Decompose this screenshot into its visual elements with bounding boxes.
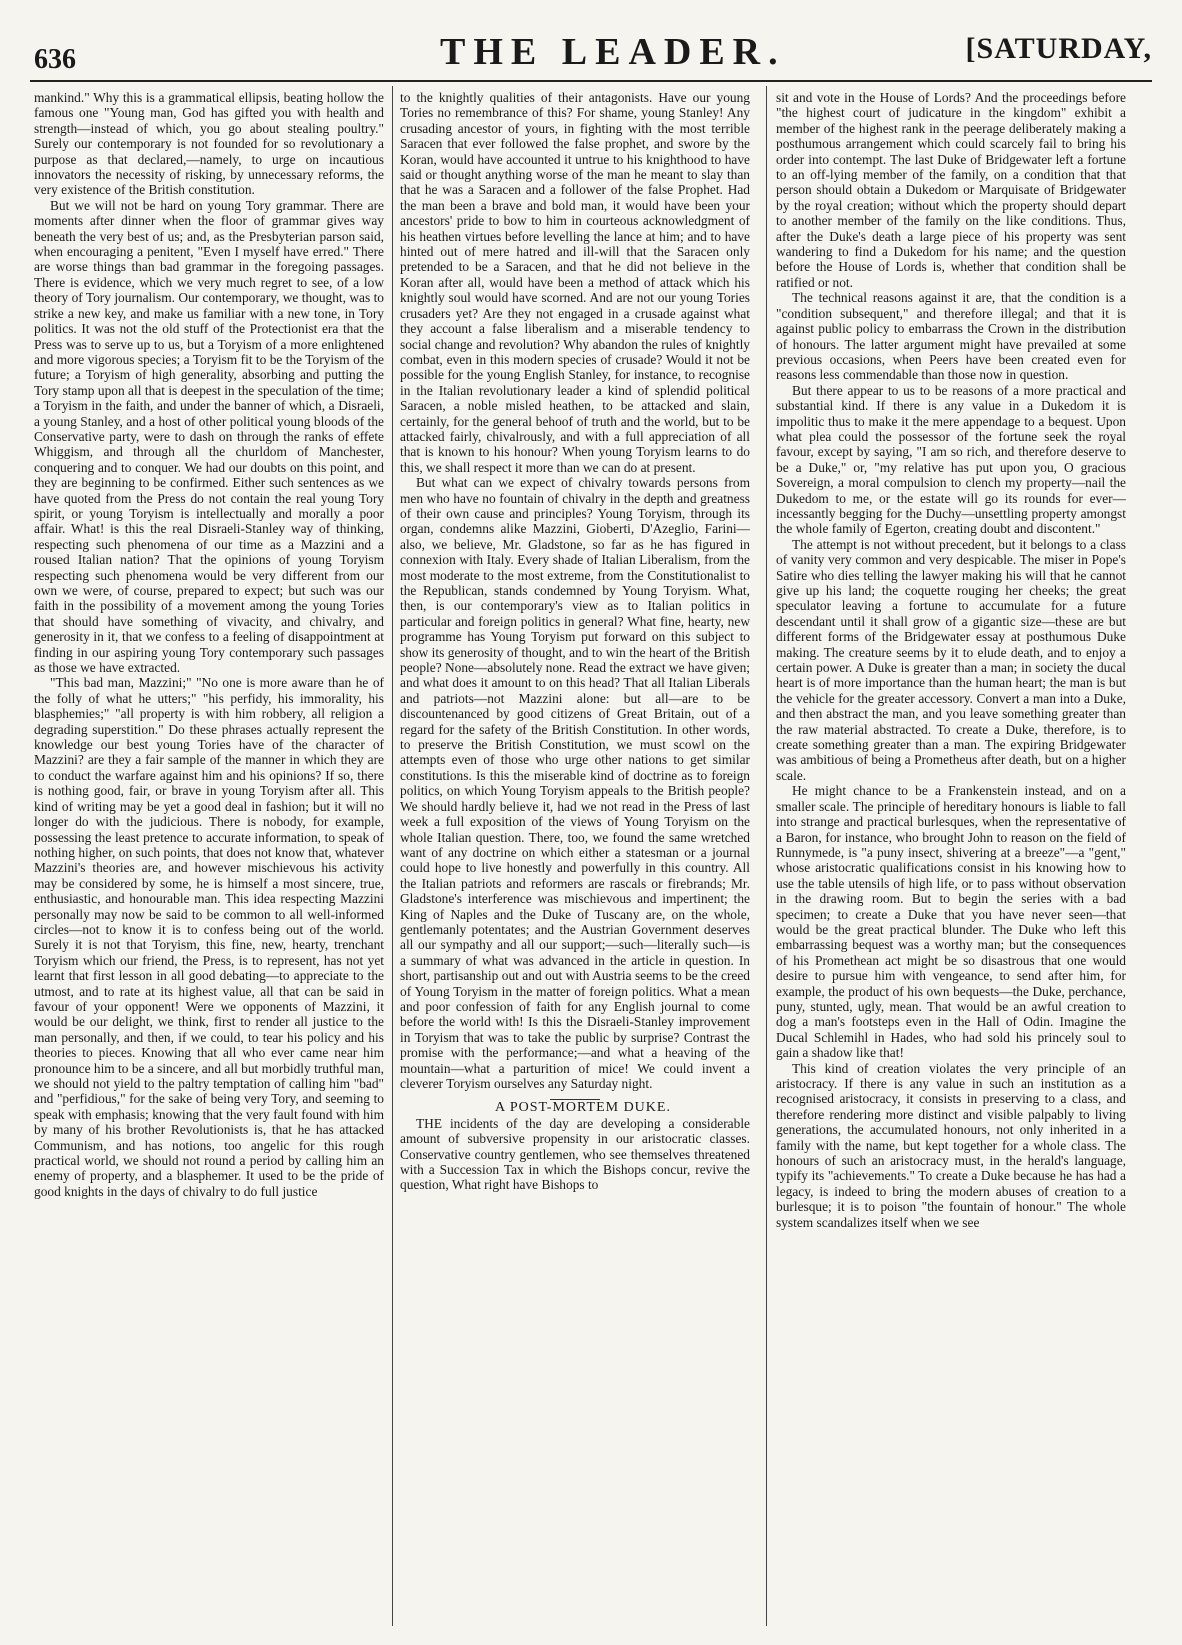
column-divider bbox=[766, 86, 767, 1626]
paragraph: "This bad man, Mazzini;" "No one is more aware than he of the folly of what he utters;" "his perfidy, his immorality, his blasphemies;" "all property is with him robbery, all religion a degrading superstition." Do these phrases actually represent the knowledge our best young Tories have of the character of Mazzini? are they a fair sample of the manner in which they are to conduct the warfare against him and his opinions? If so, there is nothing good, fair, or brave in young Toryism after all. This kind of writing may be yet a good deal in fashion; but it will no longer do with the judicious. There is nobody, for example, possessing the least pretence to accurate information, to speak of nothing higher, on such points, that does not know that, whatever Mazzini's theories are, and however mischievous his activity may be considered by some, he is himself a most sincere, true, enthusiastic, and honourable man. This idea respecting Mazzini personally may now be said to be common to all well-informed circles—not to know it is to confess being out of the world. Surely it is not that Toryism, this fine, new, hearty, trenchant Toryism which our friend, the Press, is to represent, has not yet learnt that first lesson in all good debating—to appreciate to the utmost, and to rate at its highest value, all that can be said in favour of your opponent! Were we opponents of Mazzini, it would be our delight, we think, first to render all justice to the man personally, and then, if we could, to tear his policy and his theories to pieces. Knowing that all who ever came near him pronounce him to be a sincere, and all but morbidly truthful man, we should not yield to the paltry temptation of calling him "bad" and "perfidious," for the sake of being very Tory, and seeming to speak with emphasis; knowing that the very fault found with him by many of his brother Revolutionists is, that he has attacked Communism, and has notions, too angelic for this rough practical world, we should not round a period by calling him an enemy of property, and a blasphemer. It used to be the pride of good knights in the days of chivalry to do full justice bbox=[34, 675, 384, 1199]
paragraph: The technical reasons against it are, that the condition is a "condition subsequent," and therefore illegal; and that it is against public policy to embarrass the Crown in the distribution of honours. The latter argument might have prevailed at some previous occasions, when Peers have been created even for reasons less commendable than those now in question. bbox=[776, 290, 1126, 383]
section-heading: A POST-MORTEM DUKE. bbox=[495, 1100, 671, 1116]
column-1 bbox=[34, 90, 384, 1620]
masthead-title: THE LEADER. bbox=[440, 31, 786, 73]
paragraph: This kind of creation violates the very principle of an aristocracy. If there is any value in such an institution as a recognised aristocracy, it consists in preserving to a class, and therefore rendering more distinct and visible palpably to living generations, the accumulated honours, not only inherited in a family with the name, but kept together for a whole class. The honours of such an aristocracy must, in the herald's language, typify its "achievements." To create a Duke because he has had a legacy, is indeed to bring the modern abuses of creation to a burlesque; it is to poison "the fountain of honour." The whole system scandalizes itself when we see bbox=[776, 1060, 1126, 1230]
paragraph: But we will not be hard on young Tory grammar. There are moments after dinner when the floor of grammar gives way beneath the very best of us; and, as the Presbyterian parson said, when encouraging a penitent, "Even I myself have erred." There are worse things than bad grammar in the foregoing passages. There is evidence, which we very much regret to see, of a low theory of Tory journalism. Our contemporary, we thought, was to strike a new key, and make us familiar with a new tone, in Tory politics. It was not the old stuff of the Protectionist era that the Press was to serve up to us, but a Toryism of a more enlightened and more vigorous species; a Toryism fit to be the Toryism of the future; a Toryism of high generality, absorbing and putting the Tory stamp upon all that is deepest in the speculation of the time; a Toryism in the faith, and under the banner of which, a Disraeli, a young Stanley, and a host of other political young bloods of the Conservative party, were to dash on through the ranks of effete Whiggism, and through all the churldom of Manchester, conquering and to conquer. We had our doubts on this point, and they are beginning to be confirmed. Either such sentences as we have quoted from the Press do not contain the real young Tory spirit, or young Toryism is intellectually and morally a poor affair. What! is this the real Disraeli-Stanley way of thinking, respecting such phenomena of our time as a Mazzini and a roused Italian nation? That the opinions of young Toryism respecting such phenomena would be very different from our own we were, of course, prepared to expect; but such was our faith in the possibility of a movement among the young Tories that should have something of vivacity, and chivalry, and generosity in it, that we confess to a feeling of disappointment at finding in our aspiring young Tory contemporary such passages as those we have extracted. bbox=[34, 197, 384, 676]
header-rule bbox=[30, 80, 1152, 82]
column-divider bbox=[392, 86, 393, 1626]
paragraph: THE incidents of the day are developing a considerable amount of subversive propensity in our aristocratic classes. Conservative country gentlemen, who see themselves threatened with a Succession Tax in which the Bishops concur, revive the question, What right have Bishops to bbox=[400, 1115, 750, 1193]
paragraph: mankind." Why this is a grammatical ellipsis, beating hollow the famous one "Young man, God has gifted you with health and strength—instead of which, you go about stealing poultry." Surely our contemporary is not founded for so revolutionary a purpose as that declared,—namely, to urge on incautious innovators the necessity of risking, by unnecessary reforms, the very existence of the British constitution. bbox=[34, 90, 384, 198]
column-3 bbox=[776, 90, 1126, 1620]
paragraph: to the knightly qualities of their antagonists. Have our young Tories no remembrance of this? For shame, young Stanley! Any crusading ancestor of yours, in fighting with the most terrible Saracen that ever followed the false prophet, and swore by the Koran, would have accounted it untrue to his knighthood to have said or thought anything worse of the man he meant to slay than that he was a Saracen and a follower of the false Prophet. Had the man been a brave and bold man, it would have been your ancestors' pride to bow to him in courteous acknowledgment of his heathen virtues before levelling the lance at him; and to have hinted out of mere hatred and ill-will that the Saracen only pretended to be a Saracen, and that he did not believe in the Koran after all, would have been a method of attack which his knightly soul would have scorned. And are not our young Tories crusaders yet? Are they not engaged in a crusade against what they account a false liberalism and a miserable tendency to social change and revolution? Why abandon the rules of knightly combat, even in this modern species of crusade? Would it not be possible for the young English Stanley, for instance, to recognise in the Italian revolutionary leader a kind of splendid political Saracen, a noble misled heathen, to be attacked and slain, certainly, for the general behoof of truth and the world, but to be attacked fairly, chivalrously, and with a full appreciation of all that is known to his honour? When young Toryism learns to do this, we shall respect it more than we can do at present. bbox=[400, 90, 750, 475]
paragraph: The attempt is not without precedent, but it belongs to a class of vanity very common and very despicable. The miser in Pope's Satire who dies telling the lawyer making his will that he cannot give up his land; the coquette rouging her cheeks; the great speculator leaving a fortune to accumulate for a future descendant until it shall grow of a gigantic size—these are but different forms of the Bridgewater essay at posthumous Duke making. The creature seems by it to elude death, and to enjoy a certain power. A Duke is greater than a man; in society the ducal heart is of more importance than the human heart; the man is but the vehicle for the greater accessory. Convert a man into a Duke, and then abstract the man, and you leave something greater than the raw material abstracted. To create a Duke, therefore, is to create something greater than a man. The expiring Bridgewater was ambitious of being a Prometheus after death, but on a higher scale. bbox=[776, 536, 1126, 783]
page-number: 636 bbox=[34, 44, 76, 75]
paragraph: But what can we expect of chivalry towards persons from men who have no fountain of chivalry in the depth and greatness of their own cause and principles? Young Toryism, through its organ, condemns alike Mazzini, Gioberti, D'Azeglio, Farini—also, we believe, Mr. Gladstone, so far as he has figured in connexion with Italy. Every shade of Italian Liberalism, from the most moderate to the most extreme, from the Constitutionalist to the Republican, stands condemned by Young Toryism. What, then, is our contemporary's view as to Italian politics in particular and foreign politics in general? What fine, hearty, new programme has Young Toryism put forward on this subject to show its generosity of thought, and to win the heart of the British people? None—absolutely none. Read the extract we have given; and what does it amount to on this head? That all Italian Liberals and patriots—not Mazzini alone: but all—are to be discountenanced by good citizens of Great Britain, out of a regard for the safety of the British Constitution. In other words, to preserve the British Constitution, we must scowl on the attempts even of those who urge other nations to get similar constitutions. Is this the miserable kind of doctrine as to foreign politics, on which Young Toryism appeals to the British people? We should hardly believe it, had we not read in the Press of last week a full exposition of the views of Young Toryism on the whole Italian question. There, too, we found the same wretched want of any doctrine on which either a statesman or a journal could hope to live honestly and powerfully in this country. All the Italian patriots and reformers are rascals or firebrands; Mr. Gladstone's interference was mischievous and impertinent; the King of Naples and the Duke of Tuscany are, on the whole, gentlemanly potentates; and the Austrian Government deserves all our sympathy and all our support;—such—literally such—is a summary of what was advanced in the article in question. In short, partisanship out and out with Austria seems to be the creed of Young Toryism in the matter of foreign politics. What a mean and poor confession of faith for any English journal to come before the world with! Is this the Disraeli-Stanley improvement in Toryism that was to take the public by surprise? Contrast the promise with the performance;—and what a heaving of the mountain—what a parturition of mice! We could invent a cleverer Toryism ourselves any Saturday night. bbox=[400, 475, 750, 1091]
paragraph: But there appear to us to be reasons of a more practical and substantial kind. If there is any value in a Dukedom it is impolitic thus to make it the mere appendage to a bequest. Upon what plea could the possessor of the fortune seek the royal favour, except by saying, "I am so rich, and therefore deserve to be a Duke," or, "my relative has put upon you, O gracious Sovereign, a moral compulsion to clench my property—nail the Dukedom to me, or the estate will go its rounds for ever—incessantly begging for the Duchy—unsettling property amongst the whole family of Egerton, creating doubt and discontent." bbox=[776, 382, 1126, 537]
paragraph: He might chance to be a Frankenstein instead, and on a smaller scale. The principle of hereditary honours is liable to fall into strange and practical burlesques, when the representative of a Baron, for instance, who brought John to reason on the field of Runnymede, is "a puny insect, shivering at a breeze"—a "gent," whose aristocratic qualifications consist in his knowing how to use the table utensils of high life, or to pass without observation in the drawing room. But to begin the series with a bad specimen; to create a Duke that you have never seen—that would be the great practical blunder. The Duke who left this embarrassing bequest was a worthy man; but the consequences of his Promethean act might be so disastrous that one would desire to pursue him with vengeance, to send after him, for example, the product of his own bequests—the Duke, perchance, puny, stunted, ugly, mean. That would be an awful creation to dog a man's footsteps even in the Hall of Odin. Imagine the Ducal Schlemihl in Hades, who had sold his princely soul to gain a shadow like that! bbox=[776, 783, 1126, 1061]
paragraph: sit and vote in the House of Lords? And the proceedings before "the highest court of judicature in the kingdom" exhibit a member of the highest rank in the peerage deliberately making a posthumous arrangement which could scarcely fail to bring his order into contempt. The last Duke of Bridgewater left a fortune to an off-lying member of the family, on a condition that that person should obtain a Dukedom or Marquisate of Bridgewater by the royal creation; without which the property should depart to another member of the family on the like conditions. Thus, after the Duke's death a large piece of his property was sent wandering to find a Dukedom for his name; and the question before the House of Lords is, whether that condition shall be ratified or not. bbox=[776, 90, 1126, 290]
issue-day: [SATURDAY, bbox=[965, 32, 1152, 65]
column-2 bbox=[400, 90, 750, 1620]
